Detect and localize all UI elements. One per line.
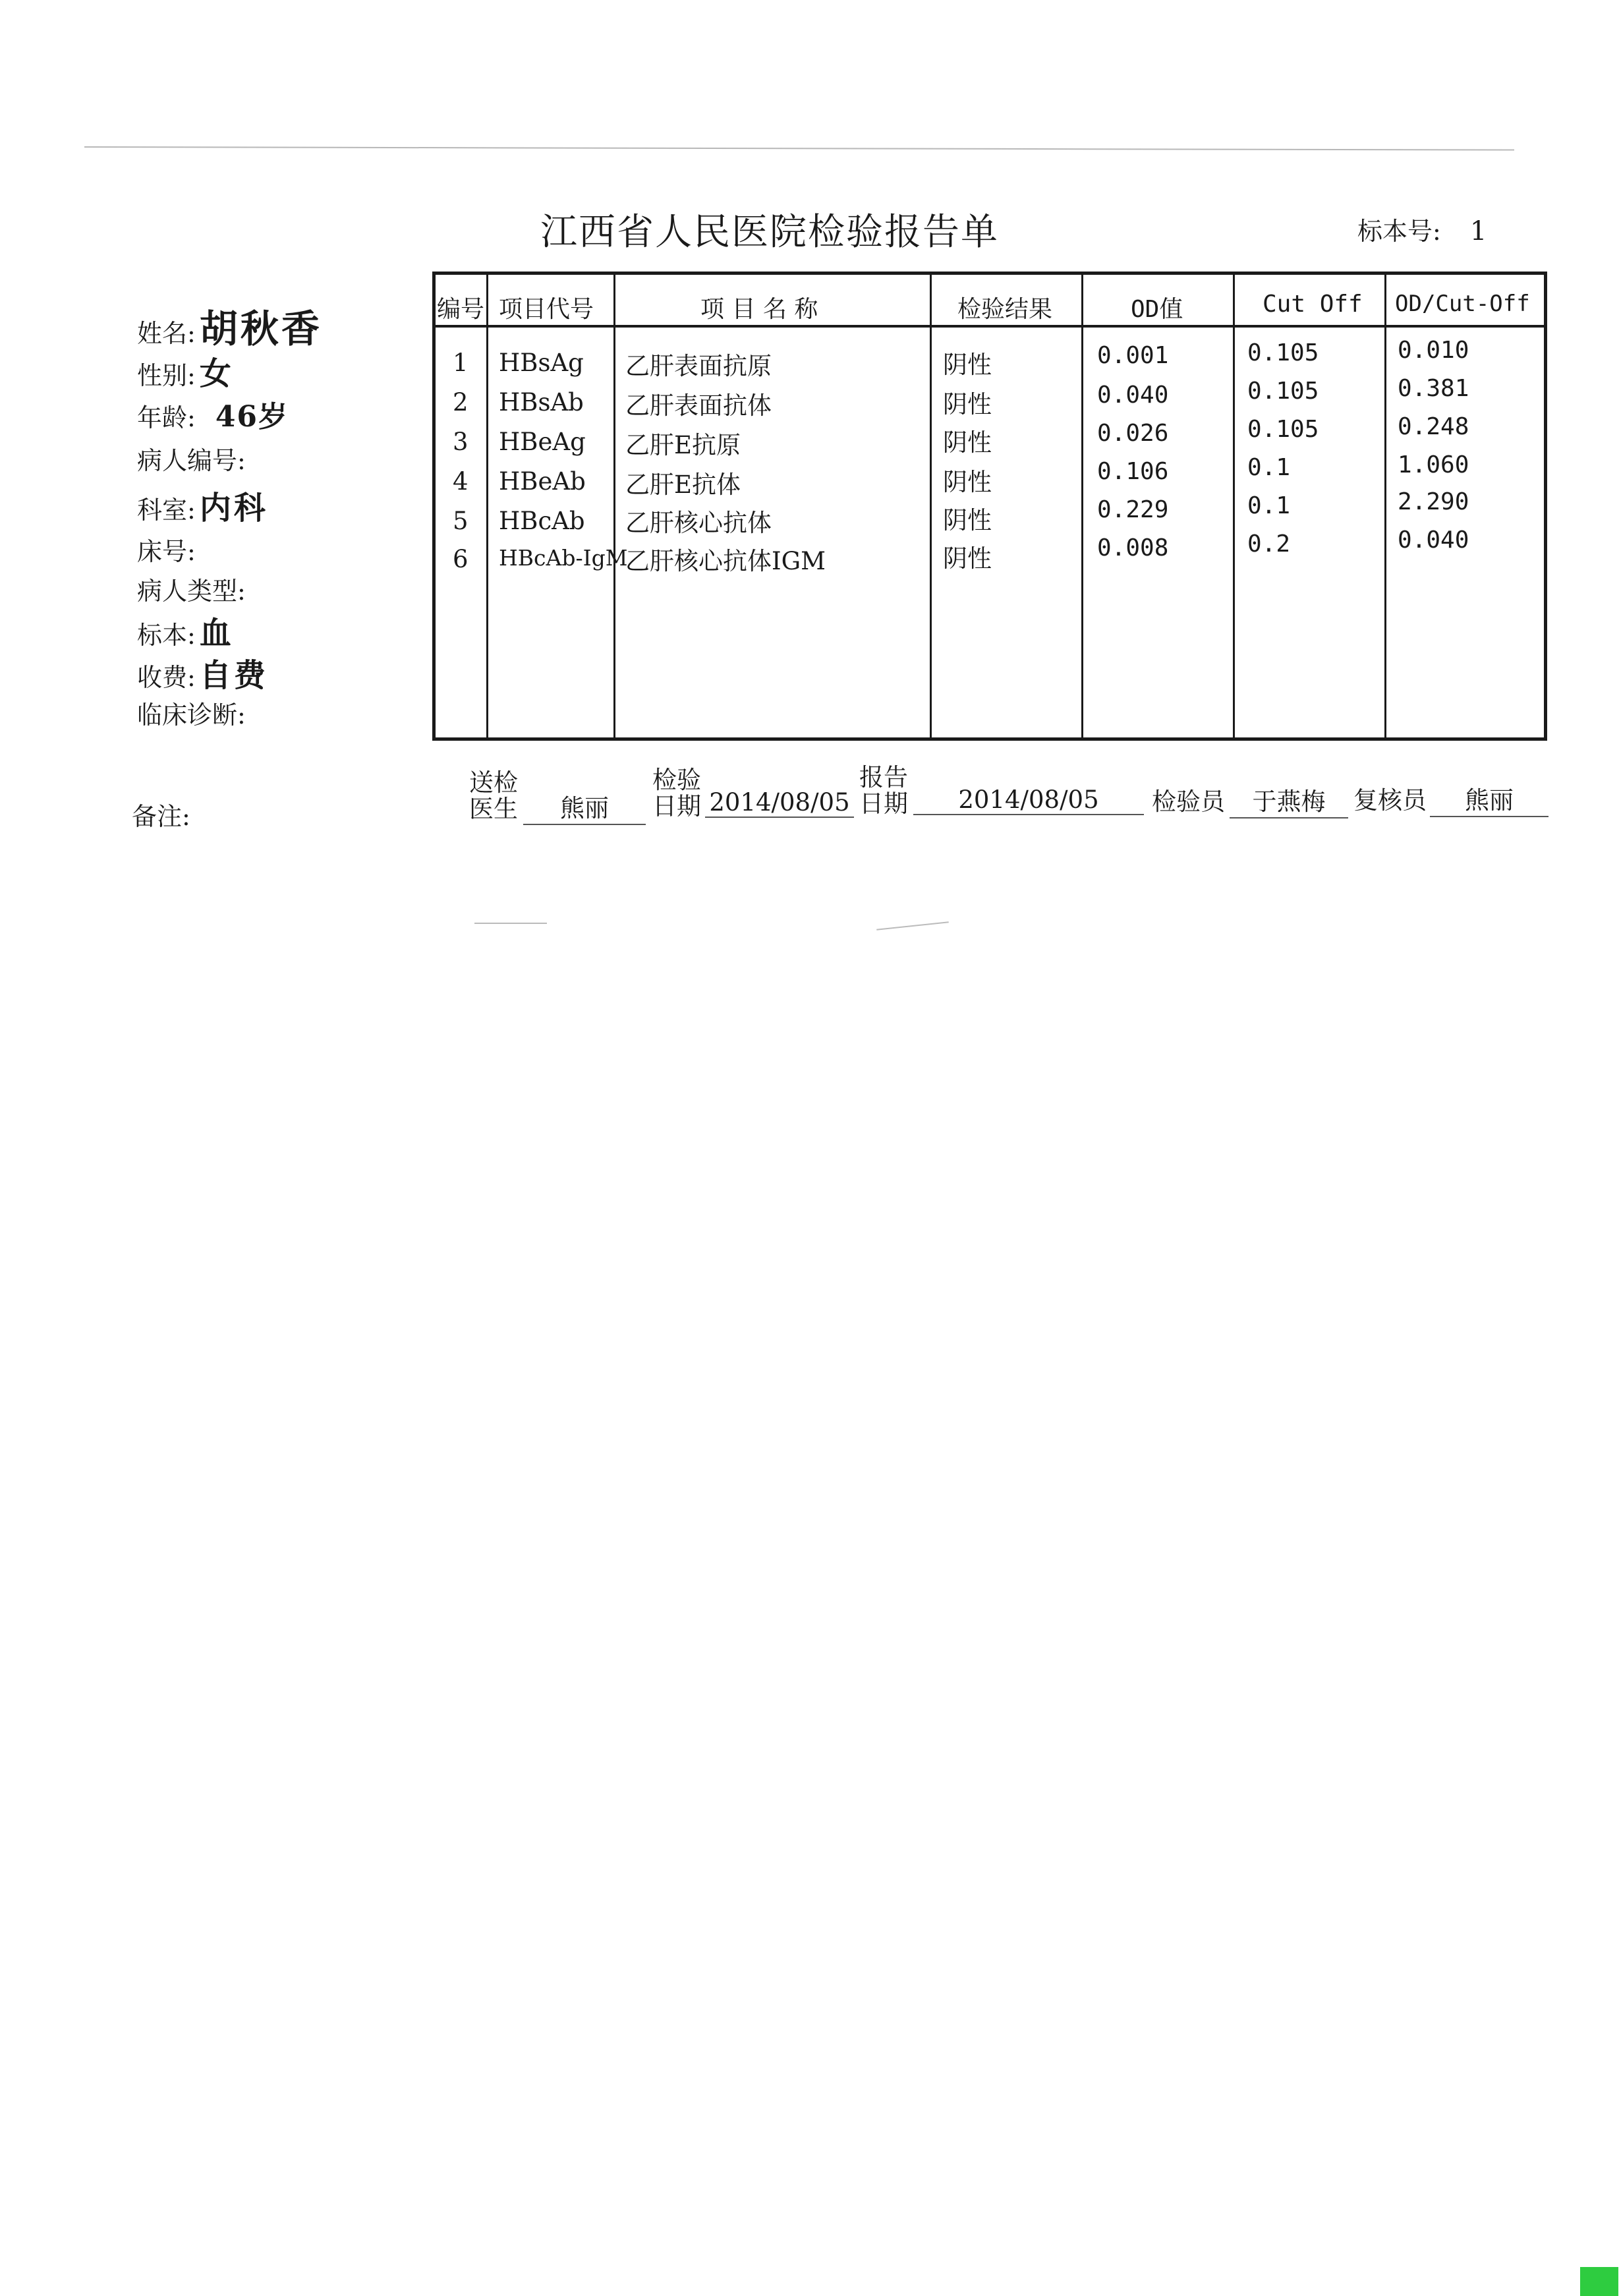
report-date-value: 2014/08/05: [913, 786, 1144, 815]
row-5-code: HBcAb: [499, 507, 585, 535]
col-header-no: 编号: [437, 296, 485, 323]
fee-value: 自费: [199, 657, 268, 694]
col-divider: [1233, 275, 1235, 737]
referring-doctor-label-bottom: 医生: [469, 795, 518, 823]
patient-type: [137, 571, 246, 607]
row-1-result: 阴性: [943, 351, 992, 379]
reviewer-value: 熊丽: [1430, 780, 1548, 817]
patient-age-value: 46岁: [215, 400, 289, 434]
patient-type-label: 病人类型:: [137, 577, 246, 606]
fee-label: 收费:: [137, 663, 196, 692]
col-divider: [486, 275, 488, 737]
patient-sex: [137, 348, 234, 393]
patient-id: [137, 440, 246, 476]
row-2-no: 2: [453, 388, 469, 416]
test-date-label-top: 检验: [652, 766, 701, 794]
row-6-result: 阴性: [943, 544, 992, 573]
clinical-diagnosis: [137, 695, 246, 731]
specimen-value: 血: [199, 615, 234, 652]
row-1-no: 1: [453, 349, 469, 377]
test-date-label: [652, 767, 701, 820]
patient-sex-label: 性别:: [137, 361, 196, 390]
row-1-name: 乙肝表面抗原: [625, 352, 772, 380]
report-date-label-bottom: 日期: [859, 789, 908, 818]
row-2-od: 0.040: [1097, 382, 1169, 409]
patient-sex-value: 女: [199, 355, 234, 392]
row-4-result: 阴性: [943, 468, 992, 496]
col-divider: [1384, 275, 1386, 737]
row-1-cutoff: 0.105: [1247, 339, 1319, 366]
patient-age-label: 年龄:: [137, 403, 196, 432]
tester-value: 于燕梅: [1230, 782, 1348, 818]
col-divider: [613, 275, 615, 737]
patient-bed: [137, 531, 196, 567]
col-header-cutoff: Cut Off: [1263, 291, 1363, 318]
row-4-od: 0.106: [1097, 458, 1169, 485]
row-3-no: 3: [453, 428, 469, 456]
row-2-ratio: 0.381: [1398, 375, 1469, 402]
col-divider: [1081, 275, 1083, 737]
row-2-code: HBsAb: [499, 388, 584, 416]
referring-doctor-label-top: 送检: [469, 768, 518, 797]
referring-doctor-label: [469, 770, 518, 822]
row-5-cutoff: 0.1: [1247, 492, 1291, 519]
specimen-number-value: 1: [1469, 216, 1487, 246]
row-6-cutoff: 0.2: [1247, 531, 1291, 558]
row-5-od: 0.229: [1097, 496, 1169, 523]
row-2-result: 阴性: [943, 390, 992, 418]
row-2-name: 乙肝表面抗体: [625, 391, 772, 420]
row-6-ratio: 0.040: [1398, 527, 1469, 554]
col-header-ratio: OD/Cut-Off: [1395, 291, 1530, 317]
results-table: [432, 272, 1547, 741]
row-5-result: 阴性: [943, 506, 992, 534]
row-6-name: 乙肝核心抗体IGM: [625, 547, 826, 575]
patient-name-value: 胡秋香: [199, 306, 322, 351]
row-6-no: 6: [453, 545, 469, 573]
report-date-label: [859, 764, 908, 817]
col-header-name: 项 目 名 称: [700, 296, 818, 323]
row-4-name: 乙肝E抗体: [625, 471, 741, 499]
col-divider: [930, 275, 932, 737]
col-header-result: 检验结果: [957, 296, 1053, 323]
specimen-number: [1357, 211, 1487, 247]
department-value: 内科: [199, 490, 268, 527]
row-5-no: 5: [453, 507, 469, 535]
patient-age: [137, 393, 289, 435]
row-3-od: 0.026: [1097, 420, 1169, 447]
row-1-code: HBsAg: [499, 349, 584, 377]
report-title: 江西省人民医院检验报告单: [540, 211, 999, 254]
report-date-label-top: 报告: [859, 763, 908, 791]
scan-artifact: [876, 921, 949, 930]
row-1-od: 0.001: [1097, 342, 1169, 369]
referring-doctor-value: 熊丽: [523, 788, 646, 825]
row-4-code: HBeAb: [499, 467, 586, 496]
department-label: 科室:: [137, 496, 196, 525]
patient-department: [137, 482, 268, 528]
header-divider: [436, 325, 1544, 328]
scan-artifact: [474, 923, 547, 924]
top-rule: [84, 146, 1514, 151]
reviewer-label: 复核员: [1353, 786, 1427, 815]
col-header-code: 项目代号: [499, 296, 594, 323]
row-1-ratio: 0.010: [1398, 337, 1469, 364]
remark-label: 备注:: [132, 802, 190, 831]
specimen-label: 标本:: [137, 621, 196, 650]
test-date-label-bottom: 日期: [652, 792, 701, 820]
specimen-number-label: 标本号:: [1357, 217, 1441, 246]
row-4-no: 4: [453, 467, 469, 496]
test-date-value: 2014/08/05: [705, 788, 854, 818]
patient-name: [137, 298, 322, 353]
row-5-ratio: 2.290: [1398, 488, 1469, 515]
row-4-cutoff: 0.1: [1247, 454, 1291, 481]
row-3-ratio: 0.248: [1398, 413, 1469, 440]
row-5-name: 乙肝核心抗体: [625, 509, 772, 537]
row-3-name: 乙肝E抗原: [625, 431, 741, 459]
row-6-code: HBcAb-IgM: [499, 545, 628, 571]
patient-fee: [137, 650, 268, 695]
diagnosis-label: 临床诊断:: [137, 701, 246, 730]
patient-specimen: [137, 608, 234, 653]
row-3-code: HBeAg: [499, 428, 586, 456]
row-3-cutoff: 0.105: [1247, 416, 1319, 443]
col-header-od: OD值: [1131, 296, 1183, 323]
row-2-cutoff: 0.105: [1247, 378, 1319, 405]
bed-label: 床号:: [137, 537, 196, 566]
patient-id-label: 病人编号:: [137, 446, 246, 475]
scanner-stamp: [1580, 2267, 1618, 2296]
patient-name-label: 姓名:: [137, 319, 196, 348]
row-6-od: 0.008: [1097, 534, 1169, 561]
row-4-ratio: 1.060: [1398, 451, 1469, 478]
row-3-result: 阴性: [943, 428, 992, 457]
tester-label: 检验员: [1152, 788, 1225, 816]
